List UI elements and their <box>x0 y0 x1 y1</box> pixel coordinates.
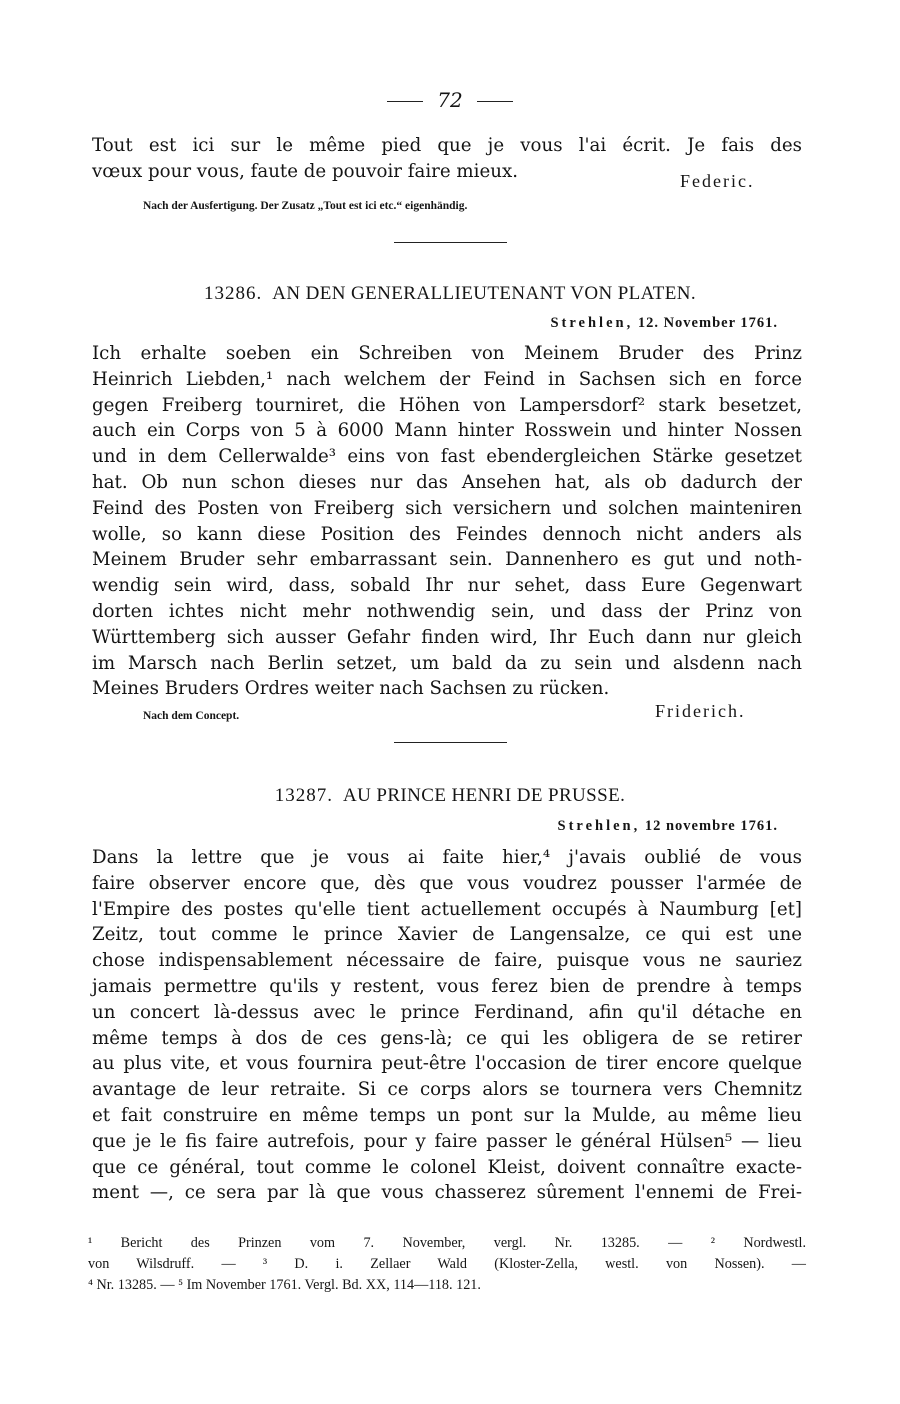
section-divider <box>394 742 507 743</box>
text-line: Heinrich Liebden,¹ nach welchem der Feind in Sachsen sich en force <box>92 368 802 390</box>
letter-place: Strehlen, <box>557 818 641 834</box>
letter-date: 12. November 1761. <box>637 315 778 331</box>
footnote-line: von Wilsdruff. — ³ D. i. Zellaer Wald (Kloster-Zella, westl. von Nossen). — <box>88 1256 806 1272</box>
page-number <box>0 88 900 112</box>
text-line: Ich erhalte soeben ein Schreiben von Meinem Bruder des Prinz <box>92 343 802 364</box>
page-number-dash-right <box>477 101 513 102</box>
footnotes <box>88 1233 806 1296</box>
text-line: l'Empire des postes qu'elle tient actuellement occupés à Naumburg [et] <box>92 898 802 920</box>
letter-dateline-13287 <box>558 818 779 835</box>
footnote-line: ⁴ Nr. 13285. — ⁵ Im November 1761. Vergl. Bd. XX, 114—118. 121. <box>88 1277 481 1293</box>
letter-body-13286 <box>92 341 802 702</box>
letter-recipient: AN DEN GENERALLIEUTENANT VON PLATEN. <box>272 283 696 304</box>
page-number-dash-left <box>387 101 423 102</box>
text-line: Meines Bruders Ordres weiter nach Sachsen zu rücken. <box>92 678 610 700</box>
letter-body-13287 <box>92 845 802 1206</box>
text-line: im Marsch nach Berlin setzet, um bald da zu sein und alsdenn nach <box>92 652 802 674</box>
text-line: und in dem Cellerwalde³ eins von fast ebendergleichen Stärke gesetzet <box>92 446 802 468</box>
text-line: Feind des Posten von Freiberg sich versichern und solchen mainteniren <box>92 497 802 519</box>
text-line: Dans la lettre que je vous ai faite hier,⁴ j'avais oublié de vous <box>92 847 802 868</box>
letter-heading-13287 <box>0 785 900 807</box>
text-line: ment —, ce sera par là que vous chasserez sûrement l'ennemi de Frei- <box>92 1182 802 1204</box>
text-line: Tout est ici sur le même pied que je vous l'ai écrit. Je fais des <box>92 135 802 156</box>
text-line: un concert là-dessus avec le prince Ferdinand, afin qu'il détache en <box>92 1001 802 1023</box>
text-line: hat. Ob nun schon dieses nur das Ansehen hat, als ob dadurch der <box>92 471 802 493</box>
letter-number: 13286. <box>204 283 263 304</box>
page-number-text: 72 <box>437 88 463 112</box>
letter-number: 13287. <box>274 785 333 806</box>
text-line: jamais permettre qu'ils y restent, vous ferez bien de prendre à temps <box>92 975 802 997</box>
text-line: Meinem Bruder sehr embarrassant sein. Dannenhero es gut und noth- <box>92 549 802 571</box>
text-line: chose indispensablement nécessaire de faire, puisque vous ne sauriez <box>92 950 802 972</box>
text-line: auch ein Corps von 5 à 6000 Mann hinter Rosswein und hinter Nossen <box>92 420 802 442</box>
text-line: vœux pour vous, faute de pouvoir faire mieux. <box>92 160 518 182</box>
text-line: même temps à dos de ces gens-là; ce qui les obligera de se retirer <box>92 1027 802 1049</box>
text-line: au plus vite, et vous fournira peut-être l'occasion de tirer encore quelque <box>92 1053 802 1075</box>
text-line: dorten ichtes nicht mehr nothwendig sein, und dass der Prinz von <box>92 600 802 622</box>
letter-place: Strehlen, <box>550 315 634 331</box>
letter-heading-13286 <box>0 283 900 305</box>
text-line: gegen Freiberg tourniret, die Höhen von Lampersdorf² stark besetzet, <box>92 394 802 416</box>
text-line: wendig sein wird, dass, sobald Ihr nur sehet, dass Eure Gegenwart <box>92 575 802 597</box>
letter-signature-13286: Friderich. <box>655 701 746 721</box>
letter-source-note-13286: Nach dem Concept. <box>143 710 240 722</box>
letter-date: 12 novembre 1761. <box>644 818 778 834</box>
text-line: que je le fis faire autrefois, pour y faire passer le général Hülsen⁵ — lieu <box>92 1130 802 1152</box>
text-line: avantage de leur retraite. Si ce corps alors se tournera vers Chemnitz <box>92 1079 802 1101</box>
letter-dateline-13286 <box>550 315 778 332</box>
text-line: Württemberg sich ausser Gefahr finden wird, Ihr Euch dann nur gleich <box>92 626 802 648</box>
text-line: faire observer encore que, dès que vous voudrez pousser l'armée de <box>92 872 802 894</box>
footnote-line: ¹ Bericht des Prinzen vom 7. November, vergl. Nr. 13285. — ² Nordwestl. <box>88 1235 806 1251</box>
text-line: et fait construire en même temps un pont sur la Mulde, au même lieu <box>92 1104 802 1126</box>
text-line: que ce général, tout comme le colonel Kleist, doivent connaître exacte- <box>92 1156 802 1178</box>
section-divider <box>394 242 507 243</box>
text-line: Zeitz, tout comme le prince Xavier de Langensalze, ce qui est une <box>92 924 802 946</box>
intro-signature: Federic. <box>680 171 755 191</box>
letter-recipient: AU PRINCE HENRI DE PRUSSE. <box>343 785 626 806</box>
text-line: wolle, so kann diese Position des Feindes dennoch nicht anders als <box>92 523 802 545</box>
intro-source-note: Nach der Ausfertigung. Der Zusatz „Tout est ici etc.“ eigenhändig. <box>143 200 468 212</box>
